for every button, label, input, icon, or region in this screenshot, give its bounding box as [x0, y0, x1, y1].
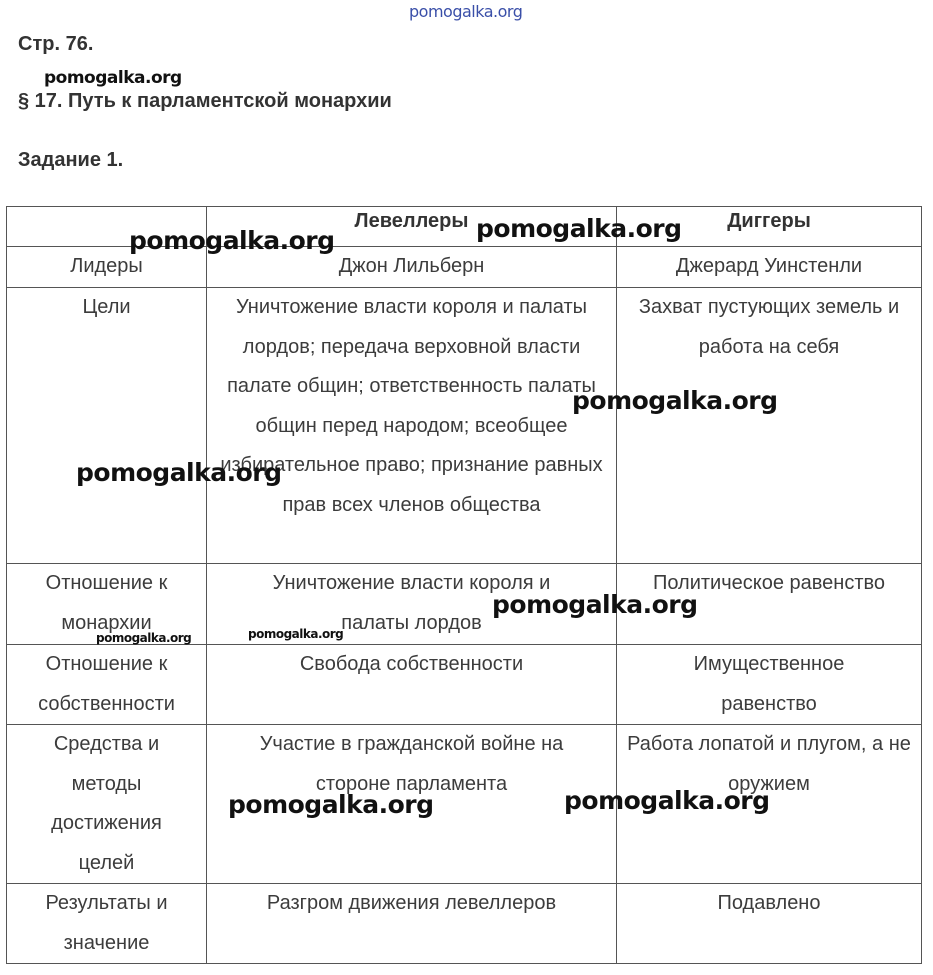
- watermark-small-2: pomogalka.org: [248, 627, 344, 641]
- watermark-table-1: pomogalka.org: [129, 226, 335, 255]
- table-row: [7, 884, 922, 964]
- table-row: [7, 288, 922, 564]
- diggers-cell: Работа лопатой и плугом, а не оружием: [617, 725, 922, 884]
- header-cell-diggers: Диггеры: [617, 207, 922, 247]
- row-label: Отношение к монархии: [7, 564, 207, 645]
- diggers-cell: Имущественное равенство: [617, 645, 922, 725]
- row-label: Лидеры: [7, 247, 207, 288]
- levellers-cell: Джон Лильберн: [207, 247, 617, 288]
- levellers-cell: Разгром движения левеллеров: [207, 884, 617, 964]
- watermark-table-2: pomogalka.org: [476, 214, 682, 243]
- row-label: Цели: [7, 288, 207, 564]
- levellers-cell: Свобода собственности: [207, 645, 617, 725]
- section-title: § 17. Путь к парламентской монархии: [18, 90, 392, 112]
- watermark-table-7: pomogalka.org: [564, 786, 770, 815]
- levellers-cell: Уничтожение власти короля и палаты лордов: [207, 564, 617, 645]
- diggers-cell: Джерард Уинстенли: [617, 247, 922, 288]
- watermark-table-6: pomogalka.org: [228, 790, 434, 819]
- diggers-cell: Подавлено: [617, 884, 922, 964]
- watermark-header: pomogalka.org: [44, 68, 182, 88]
- row-label: Отношение к собственности: [7, 645, 207, 725]
- watermark-small-1: pomogalka.org: [96, 631, 192, 645]
- task-title: Задание 1.: [18, 149, 124, 171]
- row-label: Результаты и значение: [7, 884, 207, 964]
- watermark-table-4: pomogalka.org: [76, 458, 282, 487]
- row-label: Средства и методы достижения целей: [7, 725, 207, 884]
- table-row: [7, 645, 922, 725]
- page-number: Стр. 76.: [18, 33, 94, 55]
- levellers-cell: Участие в гражданской войне на стороне парламента: [207, 725, 617, 884]
- table-row: [7, 725, 922, 884]
- diggers-cell: Захват пустующих земель и работа на себя: [617, 288, 922, 564]
- header-cell-levellers: Левеллеры: [207, 207, 617, 247]
- comparison-table: [6, 206, 922, 964]
- watermark-table-3: pomogalka.org: [572, 386, 778, 415]
- diggers-cell: Политическое равенство: [617, 564, 922, 645]
- watermark-top: pomogalka.org: [409, 2, 523, 21]
- watermark-table-5: pomogalka.org: [492, 590, 698, 619]
- levellers-cell: Уничтожение власти короля и палаты лордов; передача верховной власти палате общин; ответственность палаты общин перед народом; всеобщее избирательное право; признание равных прав всех членов общества: [207, 288, 617, 564]
